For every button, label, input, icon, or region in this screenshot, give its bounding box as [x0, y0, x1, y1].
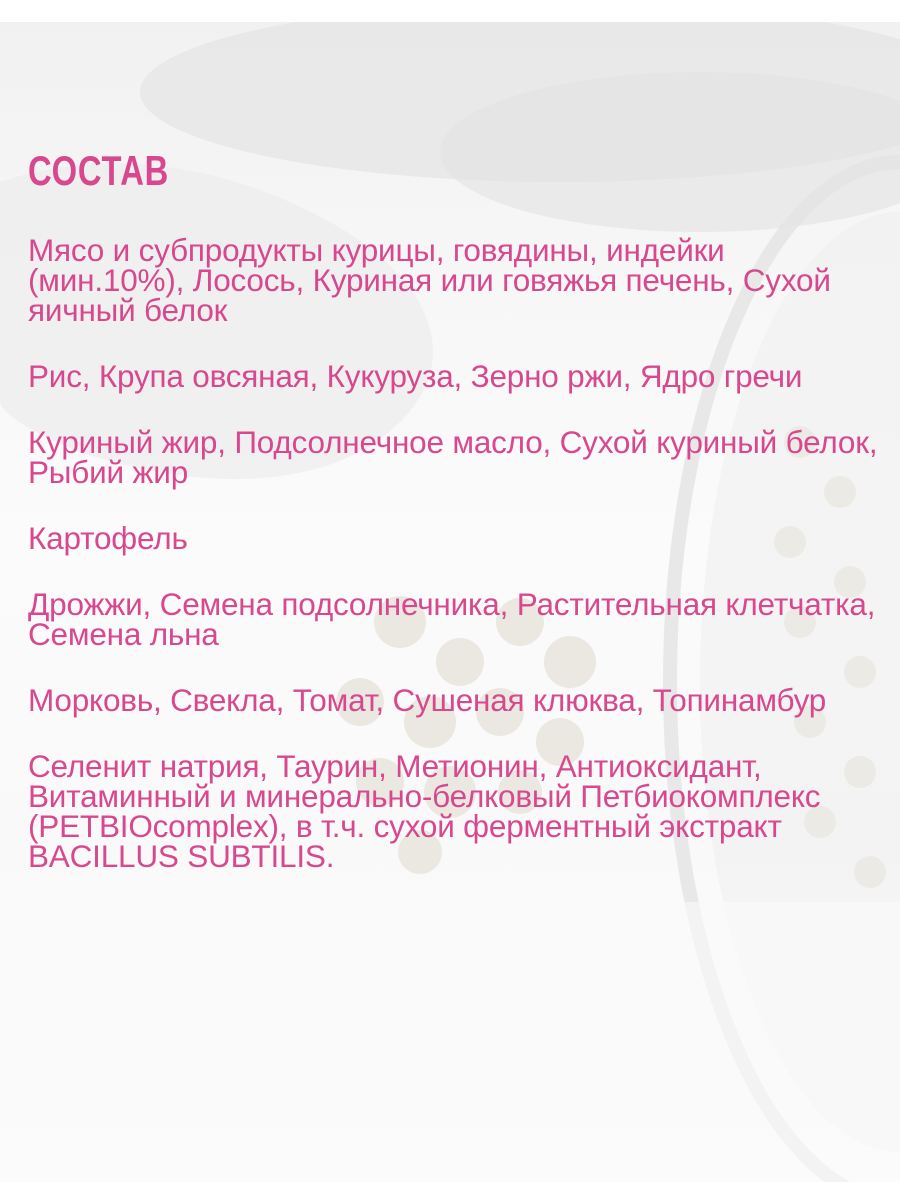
ingredient-paragraph-fats: Куриный жир, Подсолнечное масло, Сухой куриный белок, Рыбий жир	[28, 424, 878, 490]
ingredient-paragraph-seeds: Дрожжи, Семена подсолнечника, Растительная клетчатка, Семена льна	[28, 586, 876, 652]
composition-content	[28, 135, 878, 874]
ingredient-paragraph-potato: Картофель	[28, 520, 188, 556]
ingredient-paragraph-grains: Рис, Крупа овсяная, Кукуруза, Зерно ржи, Ядро гречи	[28, 358, 803, 394]
ingredient-paragraph-vegetables: Морковь, Свекла, Томат, Сушеная клюква, Топинамбур	[28, 682, 827, 718]
ingredient-paragraph-additives: Селенит натрия, Таурин, Метионин, Антиоксидант, Витаминный и минерально-белковый Петбиокомплекс (PETBIOcomplex), в т.ч. сухой ферментный экстракт BACILLUS SUBTILIS.	[28, 748, 821, 874]
composition-title: СОСТАВ	[28, 147, 170, 194]
ingredient-paragraph-meat: Мясо и субпродукты курицы, говядины, индейки (мин.10%), Лосось, Куриная или говяжья печень, Сухой яичный белок	[28, 232, 831, 328]
